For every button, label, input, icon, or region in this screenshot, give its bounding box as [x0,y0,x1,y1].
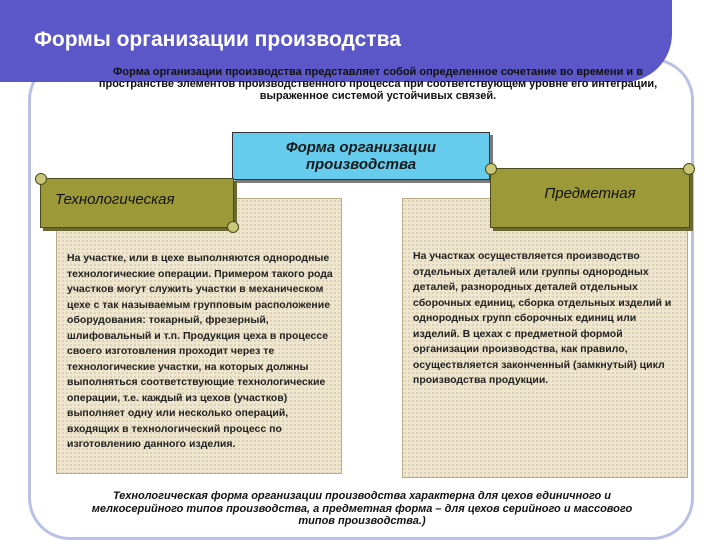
footer-note: Технологическая форма организации производства характерна для цехов единичного и мелкосерийного типов производства, а предметная форма – для цехов серийного и массового типов производства.) [91,490,633,527]
technological-heading: Технологическая [55,191,175,208]
subject-scroll-banner [490,168,690,228]
page-title: Формы организации производства [34,28,401,51]
subject-panel [402,198,688,478]
technological-scroll-banner [40,178,234,228]
scroll-roll-icon [227,221,239,233]
technological-panel [56,198,342,474]
subject-heading: Предметная [544,185,636,202]
production-form-label: Форма организации производства [285,139,437,173]
subject-description: На участках осуществляется производство отдельных деталей или группы однородных деталей, разнородных деталей отдельных сборочных единиц, сборка отдельных изделий и однородных групп сборочных единиц или изделий. В цехах с предметной формой организации производства, как правило, осуществляется законченный (замкнутый) цикл производства продукции. [413,250,672,386]
production-form-box [232,132,490,180]
definition-text: Форма организации производства представляет собой определенное сочетание во времени и в пространстве элементов производственного процесса при соответствующем уровне его интеграции, выраженное системой устойчивых связей. [98,66,658,102]
technological-description: На участке, или в цехе выполняются однородные технологические операции. Примером такого рода участков могут служить участки в механическом цехе с так называемым групповым расположение оборудования: токарный, фрезерный, шлифовальный и т.п. Продукция цеха в процессе своего изготовления проходит через те технологические участки, на которых должны выполняться соответствующие технологические операции, т.е. каждый из цехов (участков) выполняет одну или несколько операций, входящих в технологический процесс по изготовлению данного изделия. [67,252,333,450]
scroll-roll-icon [35,173,47,185]
scroll-roll-icon [683,163,695,175]
scroll-roll-icon [485,163,497,175]
